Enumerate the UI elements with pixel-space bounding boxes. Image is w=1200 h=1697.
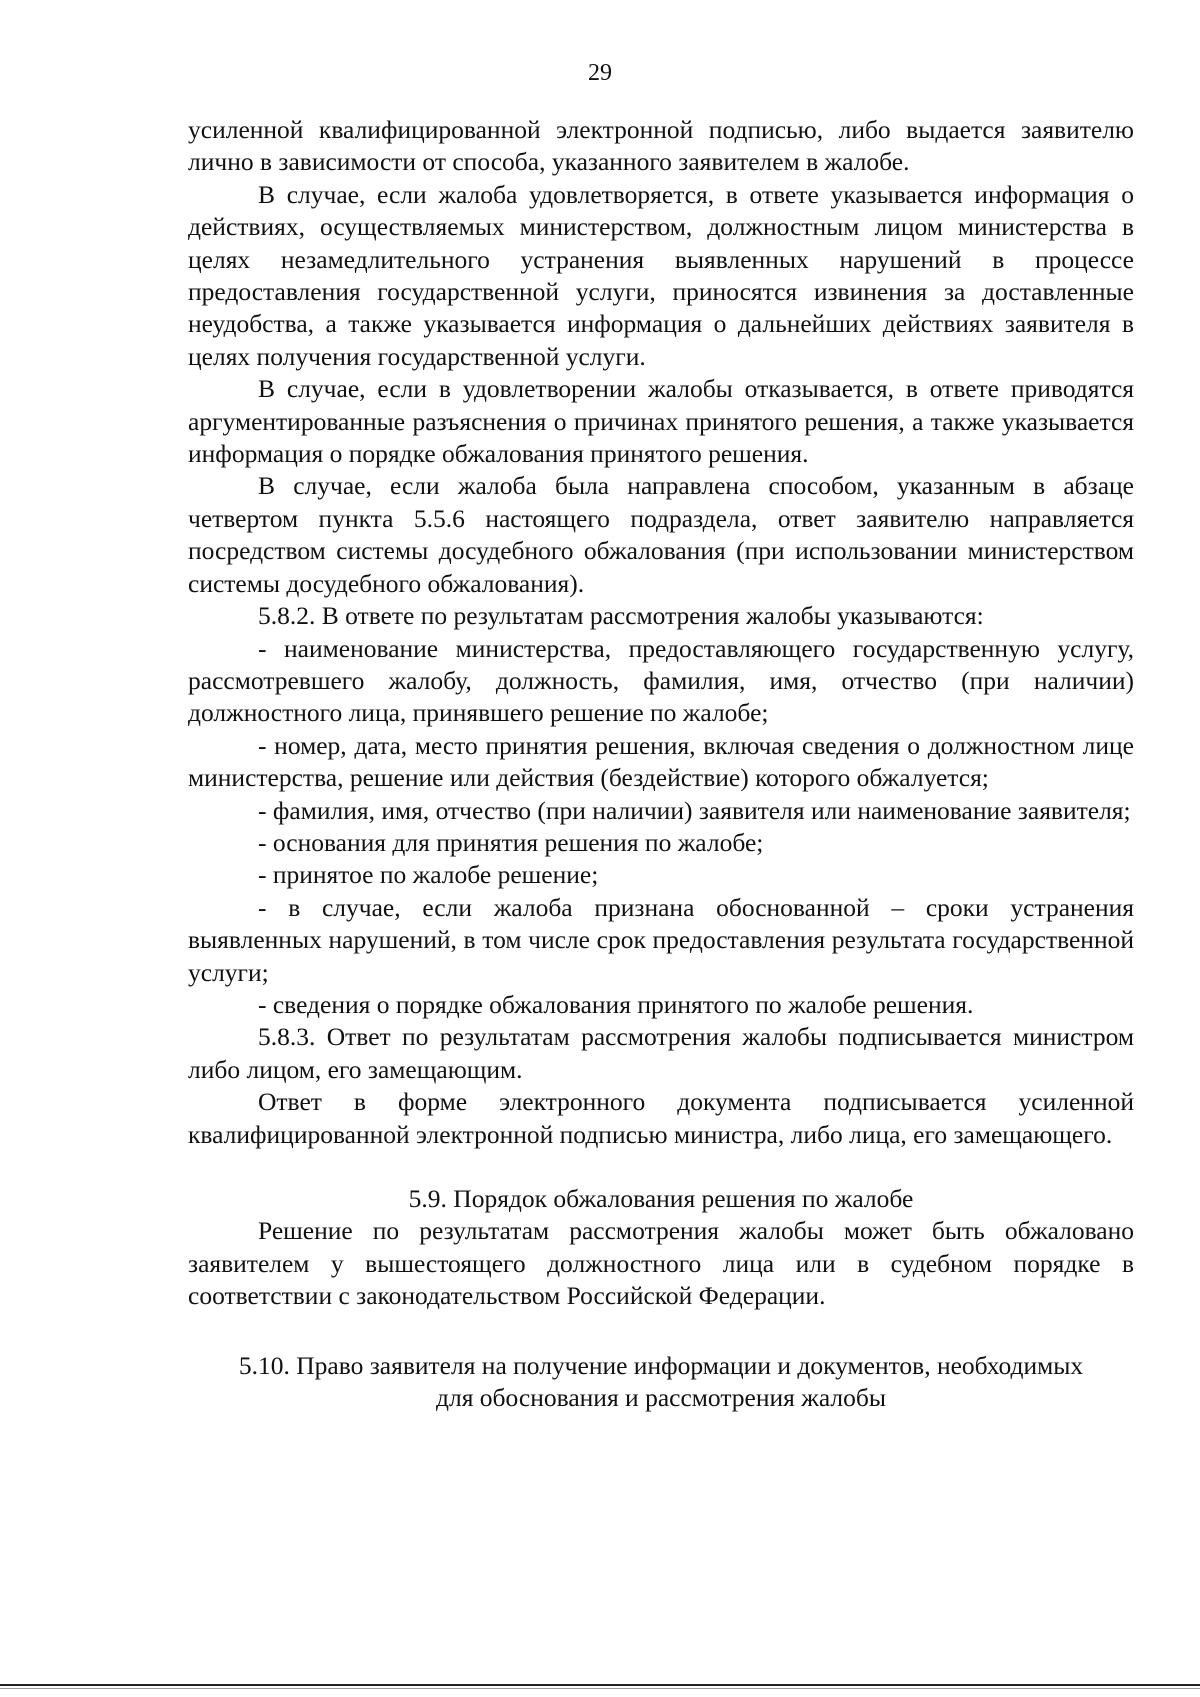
section-heading-5-10-line-2: для обоснования и рассмотрения жалобы [436,1383,886,1413]
document-body [188,114,1134,1414]
list-item: - принятое по жалобе решение; [258,860,599,890]
section-heading-5-9: 5.9. Порядок обжалования решения по жалобе [408,1184,914,1213]
paragraph: В случае, если жалоба была направлена способом, указанным в абзаце четвертом пункта 5.5.6 настоящего подраздела, ответ заявителю направляется посредством системы досудебного обжалования (при использовании министерством системы досудебного обжалования). [188,471,1134,598]
list-item: - основания для принятия решения по жалобе; [258,827,764,857]
scan-border-edge [0,1688,1200,1689]
list-item: - сведения о порядке обжалования принятого по жалобе решения. [258,989,974,1019]
paragraph: В случае, если в удовлетворении жалобы отказывается, в ответе приводятся аргументированные разъяснения о причинах принятого решения, а также указывается информация о порядке обжалования принятого решения. [188,374,1134,469]
section-5-9-text: Решение по результатам рассмотрения жалобы может быть обжаловано заявителем у вышестоящего должностного лица или в судебном порядке в соответствии с законодательством Российской Федерации. [188,1216,1134,1311]
list-item: - фамилия, имя, отчество (при наличии) заявителя или наименование заявителя; [258,795,1131,825]
list-item: - наименование министерства, предоставляющего государственную услугу, рассмотревшего жалобу, должность, фамилия, имя, отчество (при наличии) должностного лица, принявшего решение по жалобе; [188,633,1134,728]
page-number: 29 [588,60,612,86]
list-item: - номер, дата, место принятия решения, включая сведения о должностном лице министерства, решение или действия (бездействие) которого обжалуется; [188,730,1134,793]
list-item: - в случае, если жалоба признана обоснованной – сроки устранения выявленных нарушений, в том числе срок предоставления результата государственной услуги; [188,892,1134,987]
paragraph: 5.8.2. В ответе по результатам рассмотрения жалобы указываются: [258,601,984,631]
paragraph: усиленной квалифицированной электронной подписью, либо выдается заявителю лично в зависимости от способа, указанного заявителем в жалобе. [188,115,1134,177]
scan-border-line [0,1684,1200,1686]
paragraph: 5.8.3. Ответ по результатам рассмотрения жалобы подписывается министром либо лицом, его замещающим. [188,1022,1134,1084]
section-heading-5-10-line-1: 5.10. Право заявителя на получение информации и документов, необходимых [238,1350,1084,1380]
paragraph: В случае, если жалоба удовлетворяется, в ответе указывается информация о действиях, осуществляемых министерством, должностным лицом министерства в целях незамедлительного устранения выявленных нарушений в процессе предоставления государственной услуги, приносятся извинения за доставленные неудобства, а также указывается информация о дальнейших действиях заявителя в целях получения государственной услуги. [188,179,1134,371]
paragraph: Ответ в форме электронного документа подписывается усиленной квалифицированной электронной подписью министра, либо лица, его замещающего. [188,1087,1134,1149]
